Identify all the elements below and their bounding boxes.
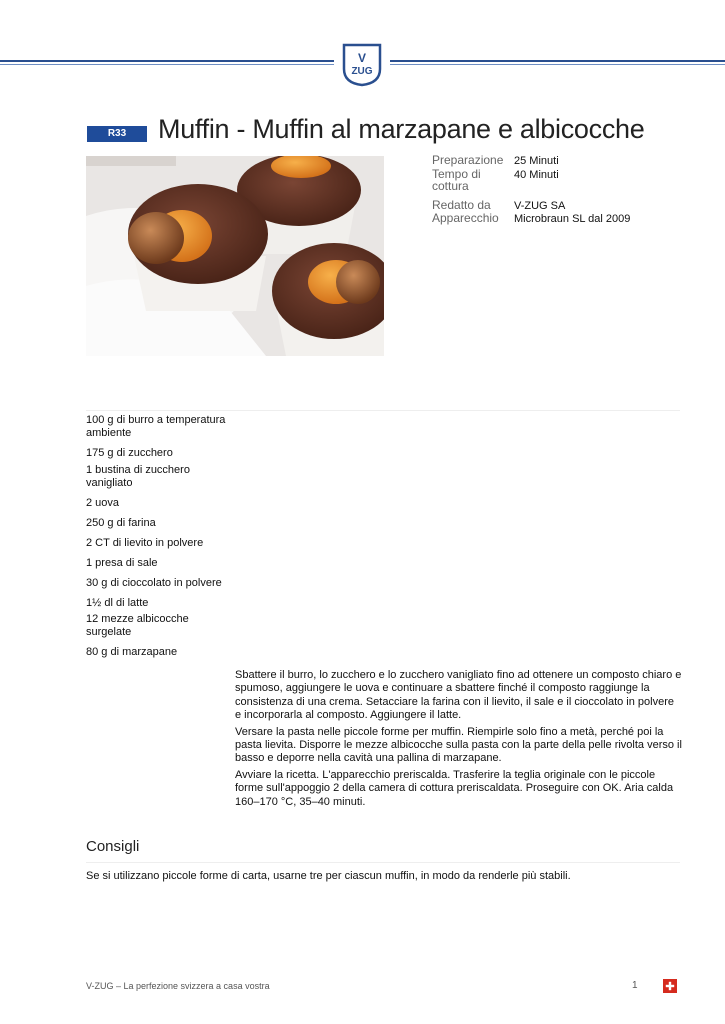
svg-text:V: V (357, 51, 367, 65)
ingredient-item: 250 g di farina (86, 517, 156, 529)
recipe-meta (432, 154, 692, 226)
ingredient-item: 12 mezze albicocche surgelate (86, 613, 189, 638)
header-line-left-thin (0, 64, 334, 65)
ingredient-item: 2 CT di lievito in polvere (86, 537, 204, 549)
tips-text: Se si utilizzano piccole forme di carta, usarne tre per ciascun muffin, in modo da renderle più stabili. (86, 870, 571, 882)
meta-value-appliance: Microbraun SL dal 2009 (514, 213, 631, 225)
meta-row-author (432, 199, 692, 213)
header-line-right (390, 60, 725, 62)
page-number: 1 (632, 980, 638, 991)
recipe-step: Sbattere il burro, lo zucchero e lo zucchero vanigliato fino ad ottenere un composto chiaro e spumoso, aggiungere le uova e continuare a sbattere finché il composto raggiunge la consistenza di una crema. Setacciare la farina con il lievito, il sale e il cioccolato in polvere e incorporarla al composto. Aggiungere il latte. (235, 669, 682, 722)
meta-label-cook: Tempo di cottura (432, 166, 481, 193)
meta-label-author: Redatto da (432, 197, 491, 212)
footer-tagline: V-ZUG – La perfezione svizzera a casa vostra (86, 981, 270, 991)
ingredient-item: 80 g di marzapane (86, 646, 178, 658)
meta-row-prep (432, 154, 692, 168)
meta-label-appliance: Apparecchio (432, 211, 499, 225)
recipe-step: Versare la pasta nelle piccole forme per muffin. Riempirle solo fino a metà, perché poi la pasta lievita. Disporre le mezze albicocche sulla pasta con la parte della pelle rivolta verso il basso e deporre nella cavità una pallina di marzapane. (235, 725, 682, 765)
meta-value-prep: 25 Minuti (514, 155, 559, 167)
meta-row-cook (432, 168, 692, 193)
swiss-flag-icon (663, 979, 677, 993)
meta-label-prep: Preparazione (432, 153, 504, 167)
section-divider (86, 410, 680, 411)
meta-value-author: V-ZUG SA (514, 199, 566, 212)
svg-text:ZUG: ZUG (351, 66, 373, 77)
ingredient-item: 1½ dl di latte (86, 597, 149, 609)
ingredient-item: 100 g di burro a temperatura ambiente (86, 414, 226, 439)
ingredient-item: 30 g di cioccolato in polvere (86, 577, 222, 589)
muffin-photo (86, 156, 384, 356)
header-line-right-thin (390, 64, 725, 65)
recipe-code-badge: R33 (87, 126, 147, 142)
ingredient-item: 2 uova (86, 497, 120, 509)
vzug-logo (341, 43, 383, 87)
ingredient-item: 1 presa di sale (86, 557, 158, 569)
recipe-steps (235, 669, 683, 812)
ingredient-list (86, 414, 236, 666)
header-line-left (0, 60, 334, 62)
recipe-title: Muffin - Muffin al marzapane e albicocche (158, 114, 645, 144)
meta-value-cook: 40 Minuti (514, 168, 559, 181)
recipe-step: Avviare la ricetta. L'apparecchio preriscalda. Trasferire la teglia originale con le piccole forme sull'appoggio 2 della camera di cottura preriscaldata. Proseguire con OK. Aria calda 160–170 °C, 35–40 minuti. (235, 768, 674, 808)
tips-heading: Consigli (86, 838, 140, 855)
ingredient-item: 175 g di zucchero (86, 447, 173, 459)
tips-divider (86, 862, 680, 863)
ingredient-item: 1 bustina di zucchero vanigliato (86, 464, 190, 489)
meta-row-appliance (432, 212, 692, 226)
